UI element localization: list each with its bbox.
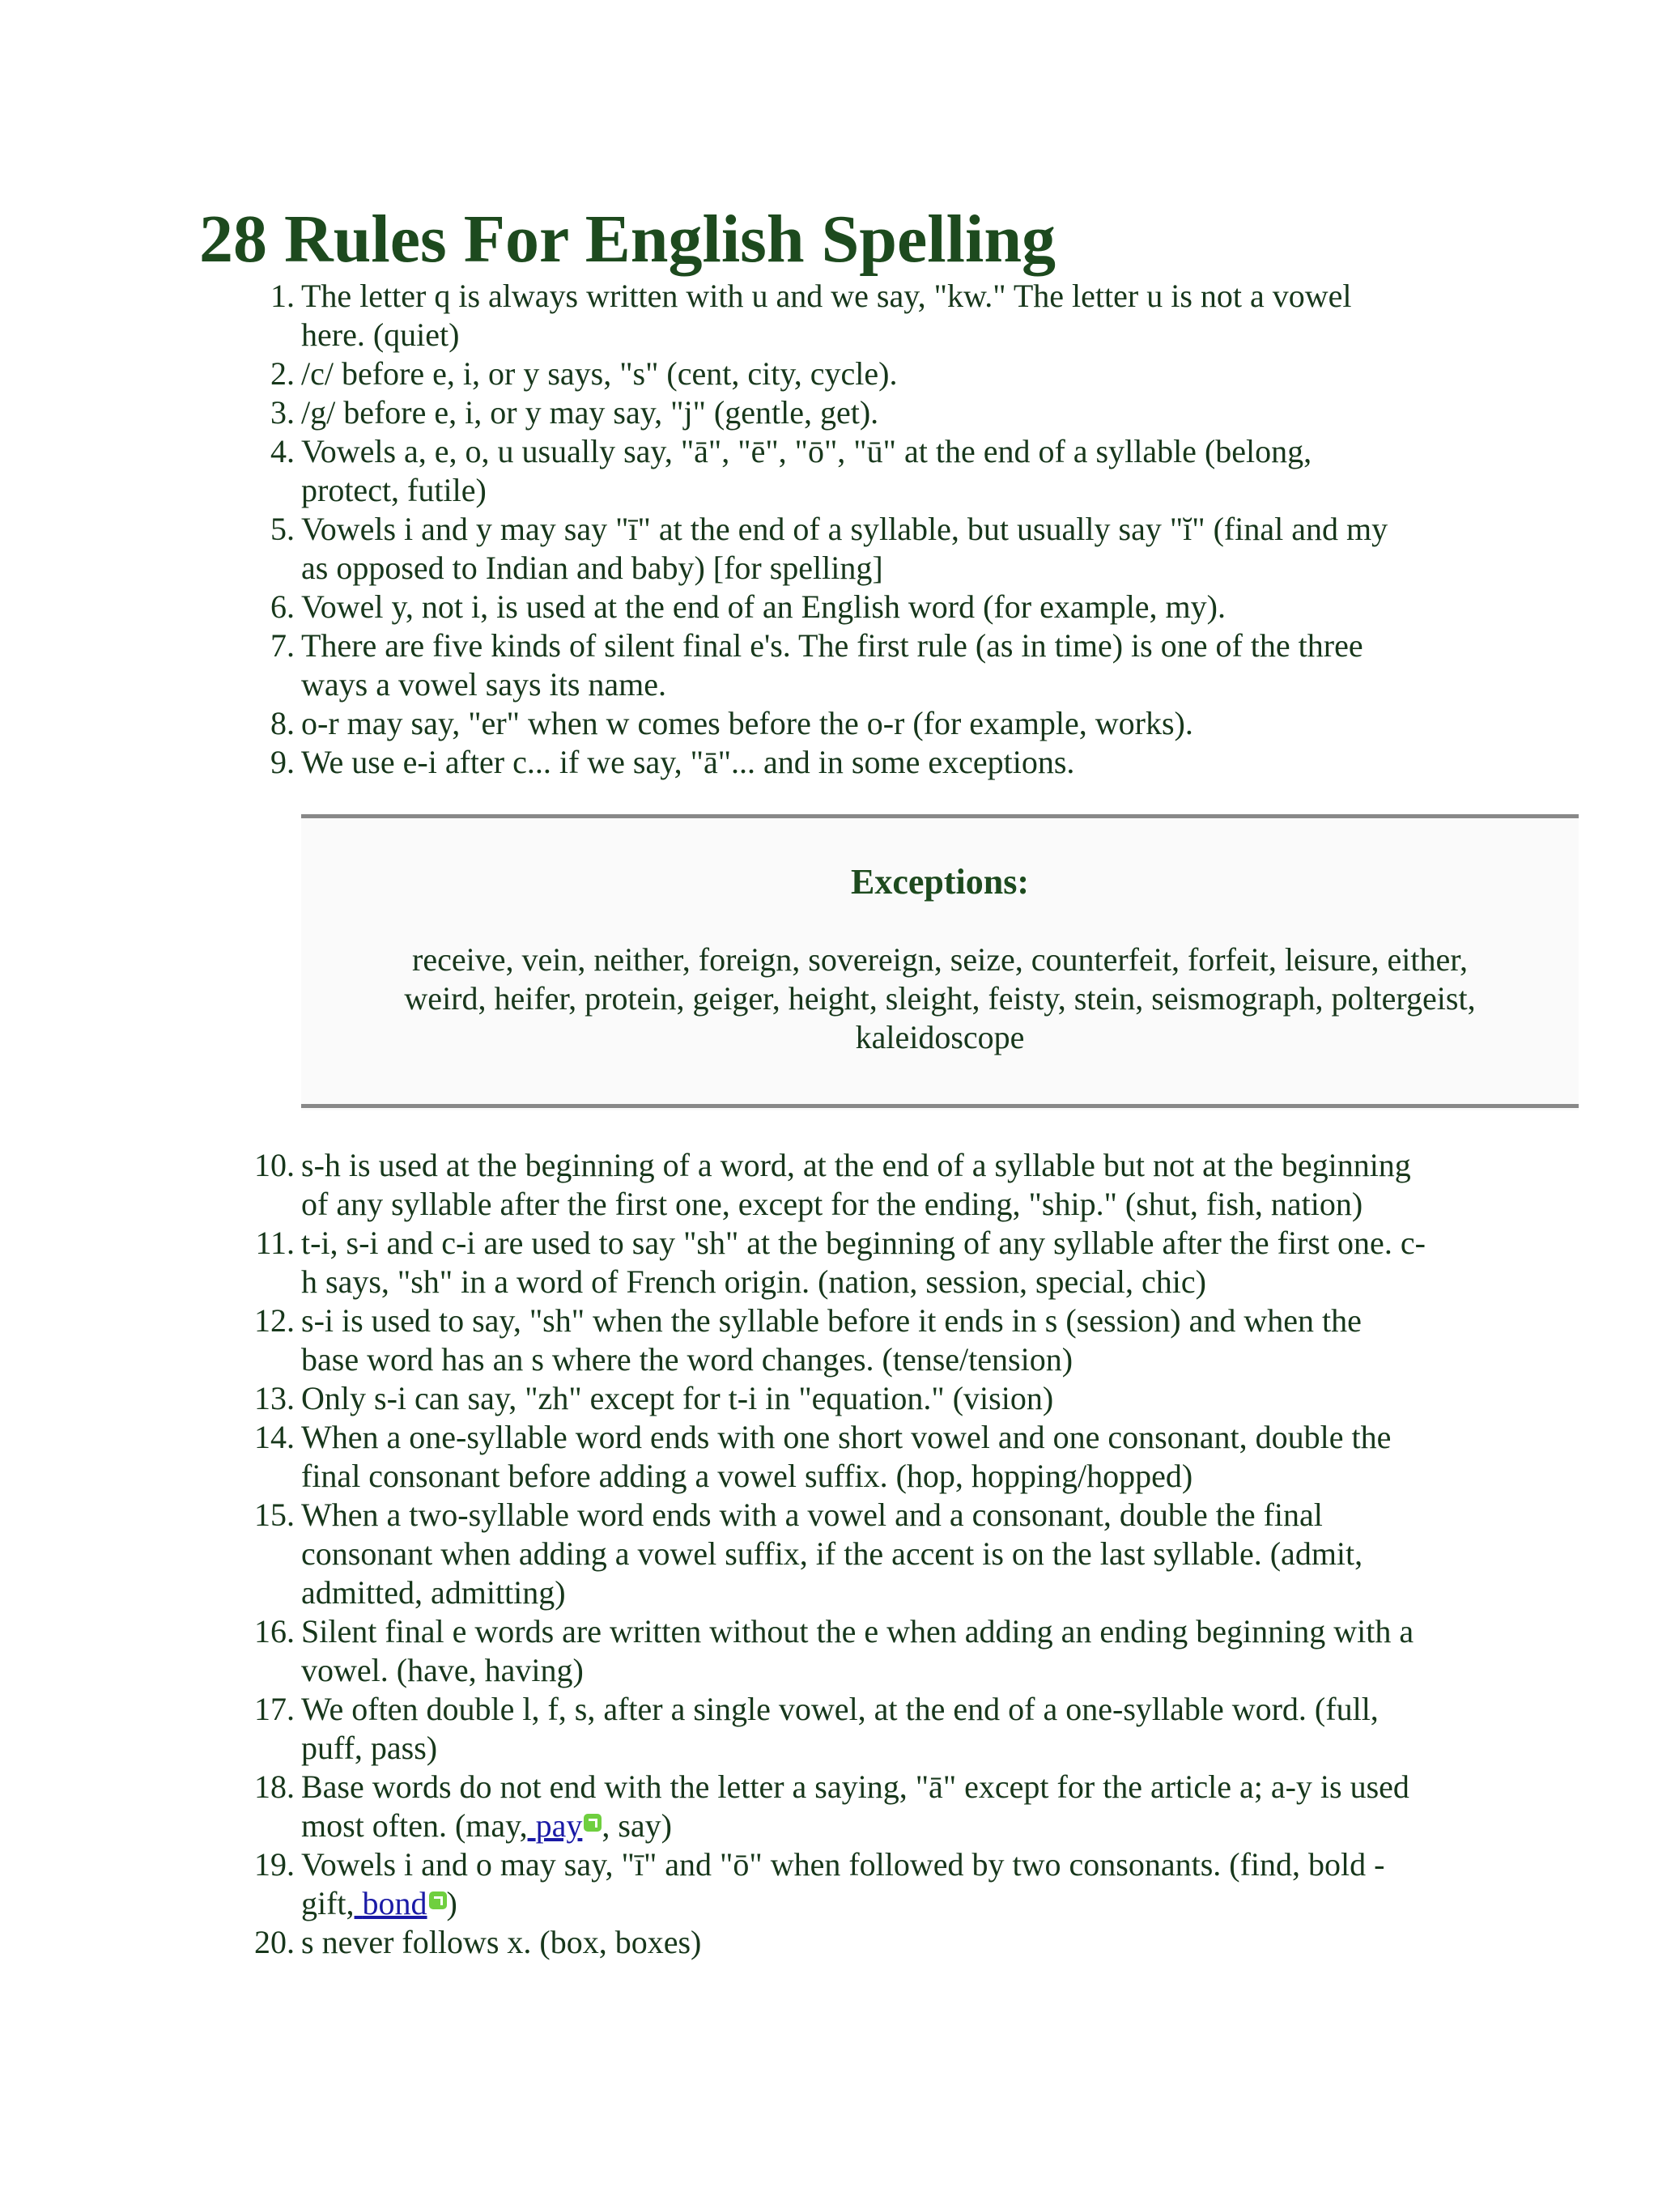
bond-link[interactable] bbox=[355, 1885, 427, 1921]
external-link-icon[interactable] bbox=[429, 1891, 447, 1909]
rule-line: The letter q is always written with u and we say, "kw." The letter u is not a vowel bbox=[301, 278, 1352, 314]
list-text bbox=[301, 1923, 1483, 1962]
list-item bbox=[270, 355, 1483, 393]
list-text bbox=[301, 1690, 1483, 1768]
exceptions-line: kaleidoscope bbox=[855, 1019, 1025, 1055]
list-item bbox=[254, 1418, 1483, 1496]
rule-line: puff, pass) bbox=[301, 1730, 438, 1766]
list-number: 7. bbox=[270, 627, 295, 664]
list-number: 2. bbox=[270, 355, 295, 392]
list-text bbox=[301, 277, 1483, 355]
rule-line: When a two-syllable word ends with a vowel and a consonant, double the final bbox=[301, 1497, 1323, 1533]
list-number: 20. bbox=[254, 1924, 295, 1960]
list-item bbox=[254, 1301, 1483, 1379]
list-item bbox=[254, 1496, 1483, 1612]
list-item bbox=[270, 588, 1483, 626]
list-item bbox=[254, 1845, 1483, 1923]
exceptions-line: weird, heifer, protein, geiger, height, sleight, feisty, stein, seismograph, poltergeist, bbox=[404, 980, 1476, 1017]
list-item bbox=[270, 277, 1483, 355]
list-text bbox=[301, 704, 1483, 743]
rule-line: protect, futile) bbox=[301, 472, 487, 508]
list-number: 11. bbox=[255, 1225, 295, 1261]
rule-line: Vowels i and y may say "ī" at the end of a syllable, but usually say "ĭ" (final and my bbox=[301, 511, 1388, 547]
list-number: 10. bbox=[254, 1147, 295, 1183]
list-number: 4. bbox=[270, 433, 295, 469]
rule-line: When a one-syllable word ends with one short vowel and one consonant, double the bbox=[301, 1419, 1392, 1455]
list-text bbox=[301, 588, 1483, 626]
rule-text-fragment: ) bbox=[446, 1885, 457, 1921]
exceptions-text bbox=[317, 940, 1562, 1057]
list-text bbox=[301, 626, 1483, 704]
list-item bbox=[270, 432, 1483, 510]
rule-line: t-i, s-i and c-i are used to say "sh" at the beginning of any syllable after the first one. c- bbox=[301, 1225, 1426, 1261]
list-item bbox=[270, 626, 1483, 704]
rule-line: s-h is used at the beginning of a word, at the end of a syllable but not at the beginning bbox=[301, 1147, 1411, 1183]
rule-line: Vowel y, not i, is used at the end of an English word (for example, my). bbox=[301, 588, 1226, 625]
rule-line: /g/ before e, i, or y may say, "j" (gentle, get). bbox=[301, 394, 879, 431]
rule-line: as opposed to Indian and baby) [for spelling] bbox=[301, 550, 883, 586]
list-item bbox=[254, 1690, 1483, 1768]
list-number: 15. bbox=[254, 1497, 295, 1533]
list-text bbox=[301, 432, 1483, 510]
list-text bbox=[301, 1379, 1483, 1418]
list-text bbox=[301, 1418, 1483, 1496]
list-text bbox=[301, 1496, 1483, 1612]
rule-line: Base words do not end with the letter a saying, "ā" except for the article a; a-y is used bbox=[301, 1768, 1409, 1805]
rule-line: We often double l, f, s, after a single vowel, at the end of a one-syllable word. (full, bbox=[301, 1691, 1379, 1727]
exceptions-line: receive, vein, neither, foreign, sovereign, seize, counterfeit, forfeit, leisure, either, bbox=[412, 941, 1468, 978]
list-number: 19. bbox=[254, 1846, 295, 1883]
list-number: 6. bbox=[270, 588, 295, 625]
list-item bbox=[270, 393, 1483, 432]
rule-text-fragment: , say) bbox=[602, 1807, 672, 1844]
rule-line: of any syllable after the first one, except for the ending, "ship." (shut, fish, nation) bbox=[301, 1186, 1363, 1222]
list-number: 16. bbox=[254, 1613, 295, 1649]
rules-list-part1 bbox=[270, 277, 1483, 782]
list-text bbox=[301, 355, 1483, 393]
list-text bbox=[301, 1301, 1483, 1379]
list-item bbox=[255, 1224, 1483, 1301]
list-item bbox=[270, 510, 1483, 588]
divider-top bbox=[301, 814, 1579, 818]
list-text bbox=[301, 743, 1483, 782]
list-number: 18. bbox=[254, 1768, 295, 1805]
rule-line: s never follows x. (box, boxes) bbox=[301, 1924, 702, 1960]
rule-line: consonant when adding a vowel suffix, if the accent is on the last syllable. (admit, bbox=[301, 1535, 1363, 1572]
list-text bbox=[301, 510, 1483, 588]
list-item bbox=[254, 1146, 1483, 1224]
pay-link-label: pay bbox=[535, 1807, 583, 1844]
rule-text-fragment: gift, bbox=[301, 1885, 355, 1921]
list-text bbox=[301, 1146, 1483, 1224]
rule-line bbox=[301, 1884, 1483, 1923]
rule-line: There are five kinds of silent final e's. The first rule (as in time) is one of the three bbox=[301, 627, 1363, 664]
rule-line: Only s-i can say, "zh" except for t-i in "equation." (vision) bbox=[301, 1380, 1054, 1416]
list-text bbox=[301, 1845, 1483, 1923]
list-number: 13. bbox=[254, 1380, 295, 1416]
rule-line: vowel. (have, having) bbox=[301, 1652, 584, 1688]
list-item bbox=[254, 1768, 1483, 1845]
rule-line: base word has an s where the word changes. (tense/tension) bbox=[301, 1341, 1073, 1378]
list-number: 9. bbox=[270, 744, 295, 780]
external-link-icon[interactable] bbox=[584, 1814, 602, 1832]
list-text bbox=[301, 1612, 1483, 1690]
list-number: 12. bbox=[254, 1302, 295, 1339]
list-number: 8. bbox=[270, 705, 295, 741]
rule-line: Vowels a, e, o, u usually say, "ā", "ē", "ō", "ū" at the end of a syllable (belong, bbox=[301, 433, 1312, 469]
list-number: 1. bbox=[270, 278, 295, 314]
rule-line: Vowels i and o may say, "ī" and "ō" when followed by two consonants. (find, bold - bbox=[301, 1846, 1385, 1883]
rule-line: o-r may say, "er" when w comes before the o-r (for example, works). bbox=[301, 705, 1193, 741]
list-text bbox=[301, 393, 1483, 432]
list-item bbox=[270, 704, 1483, 743]
exceptions-heading: Exceptions: bbox=[851, 862, 1029, 902]
list-number: 17. bbox=[254, 1691, 295, 1727]
rule-line: ways a vowel says its name. bbox=[301, 666, 667, 703]
rule-line: We use e-i after c... if we say, "ā"... and in some exceptions. bbox=[301, 744, 1075, 780]
pay-link[interactable] bbox=[528, 1807, 583, 1844]
rule-text-fragment: most often. (may, bbox=[301, 1807, 528, 1844]
list-item bbox=[254, 1923, 1483, 1962]
rule-line: /c/ before e, i, or y says, "s" (cent, city, cycle). bbox=[301, 355, 898, 392]
rule-line: s-i is used to say, "sh" when the syllable before it ends in s (session) and when the bbox=[301, 1302, 1362, 1339]
list-item bbox=[270, 743, 1483, 782]
list-item bbox=[254, 1612, 1483, 1690]
page-title: 28 Rules For English Spelling bbox=[199, 202, 1056, 277]
rule-line: final consonant before adding a vowel suffix. (hop, hopping/hopped) bbox=[301, 1458, 1193, 1494]
list-text bbox=[301, 1224, 1483, 1301]
divider-bottom bbox=[301, 1104, 1579, 1108]
rule-line: h says, "sh" in a word of French origin. (nation, session, special, chic) bbox=[301, 1263, 1206, 1300]
list-text bbox=[301, 1768, 1483, 1845]
bond-link-label: bond bbox=[362, 1885, 427, 1921]
list-number: 3. bbox=[270, 394, 295, 431]
rule-line bbox=[301, 1807, 1483, 1845]
rule-line: here. (quiet) bbox=[301, 316, 460, 353]
list-item bbox=[254, 1379, 1483, 1418]
rule-line: Silent final e words are written without the e when adding an ending beginning with a bbox=[301, 1613, 1414, 1649]
list-number: 5. bbox=[270, 511, 295, 547]
list-number: 14. bbox=[254, 1419, 295, 1455]
rules-list-part2 bbox=[254, 1146, 1483, 1962]
rule-line: admitted, admitting) bbox=[301, 1574, 566, 1611]
